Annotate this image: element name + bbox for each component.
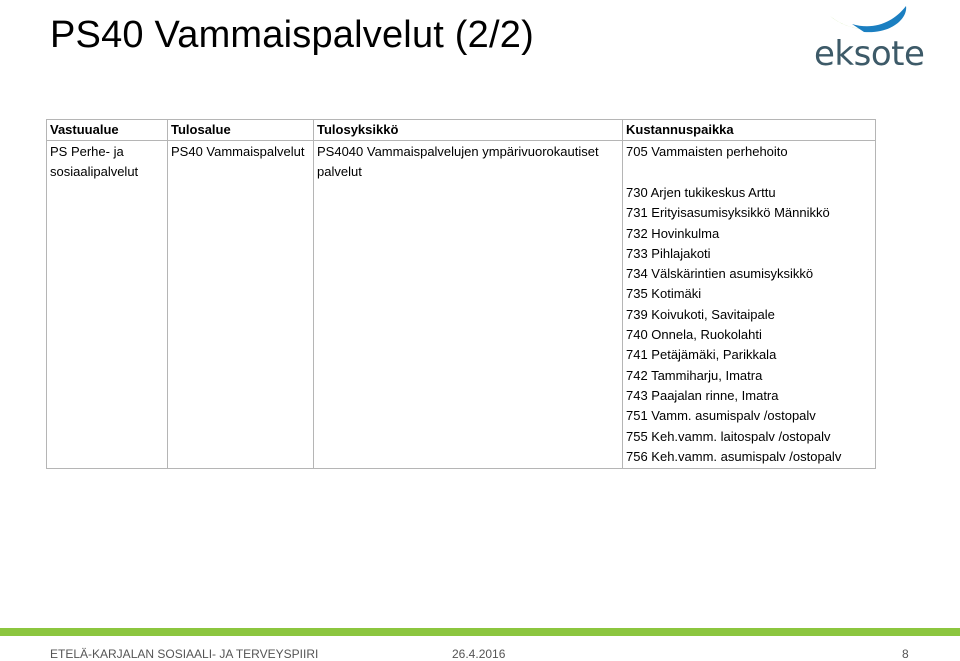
cell-tulosalue: PS40 Vammaispalvelut <box>168 141 314 469</box>
footer-accent-bar <box>0 628 960 636</box>
list-item: 740 Onnela, Ruokolahti <box>626 327 762 343</box>
footer-organization: ETELÄ-KARJALAN SOSIAALI- JA TERVEYSPIIRI <box>50 647 319 661</box>
list-item: 735 Kotimäki <box>626 286 702 302</box>
cost-center-table <box>46 119 876 469</box>
cell-tulosyksikko: PS4040 Vammaispalvelujen ympärivuorokautiset palvelut <box>314 141 623 469</box>
footer-date: 26.4.2016 <box>452 647 506 661</box>
cell-kustannuspaikka <box>623 141 876 469</box>
brand-name: eksote <box>814 34 925 74</box>
list-item: 755 Keh.vamm. laitospalv /ostopalv <box>626 428 831 444</box>
list-item: 739 Koivukoti, Savitaipale <box>626 306 775 322</box>
header-tulosyksikko: Tulosyksikkö <box>314 120 623 141</box>
page-number: 8 <box>902 647 909 661</box>
cell-vastuualue: PS Perhe- ja sosiaalipalvelut <box>47 141 168 469</box>
list-item: 751 Vamm. asumispalv /ostopalv <box>626 408 816 424</box>
cost-center-list <box>626 142 872 467</box>
slide-title: PS40 Vammaispalvelut (2/2) <box>50 14 534 56</box>
header-kustannuspaikka: Kustannuspaikka <box>623 120 876 141</box>
list-item: 734 Välskärintien asumisyksikkö <box>626 266 814 282</box>
header-tulosalue: Tulosalue <box>168 120 314 141</box>
list-item: 731 Erityisasumisyksikkö Männikkö <box>626 205 830 221</box>
list-item: 756 Keh.vamm. asumispalv /ostopalv <box>626 448 842 464</box>
table-header-row <box>47 120 876 141</box>
list-item: 732 Hovinkulma <box>626 225 720 241</box>
logo-blue-swoosh <box>852 6 906 32</box>
list-item: 705 Vammaisten perhehoito <box>626 144 788 159</box>
list-item: 741 Petäjämäki, Parikkala <box>626 347 777 363</box>
header-vastuualue: Vastuualue <box>47 120 168 141</box>
list-item: 733 Pihlajakoti <box>626 245 711 261</box>
table-row <box>47 141 876 469</box>
list-item: 730 Arjen tukikeskus Arttu <box>626 185 776 200</box>
list-item: 742 Tammiharju, Imatra <box>626 367 763 383</box>
list-item: 743 Paajalan rinne, Imatra <box>626 387 779 403</box>
